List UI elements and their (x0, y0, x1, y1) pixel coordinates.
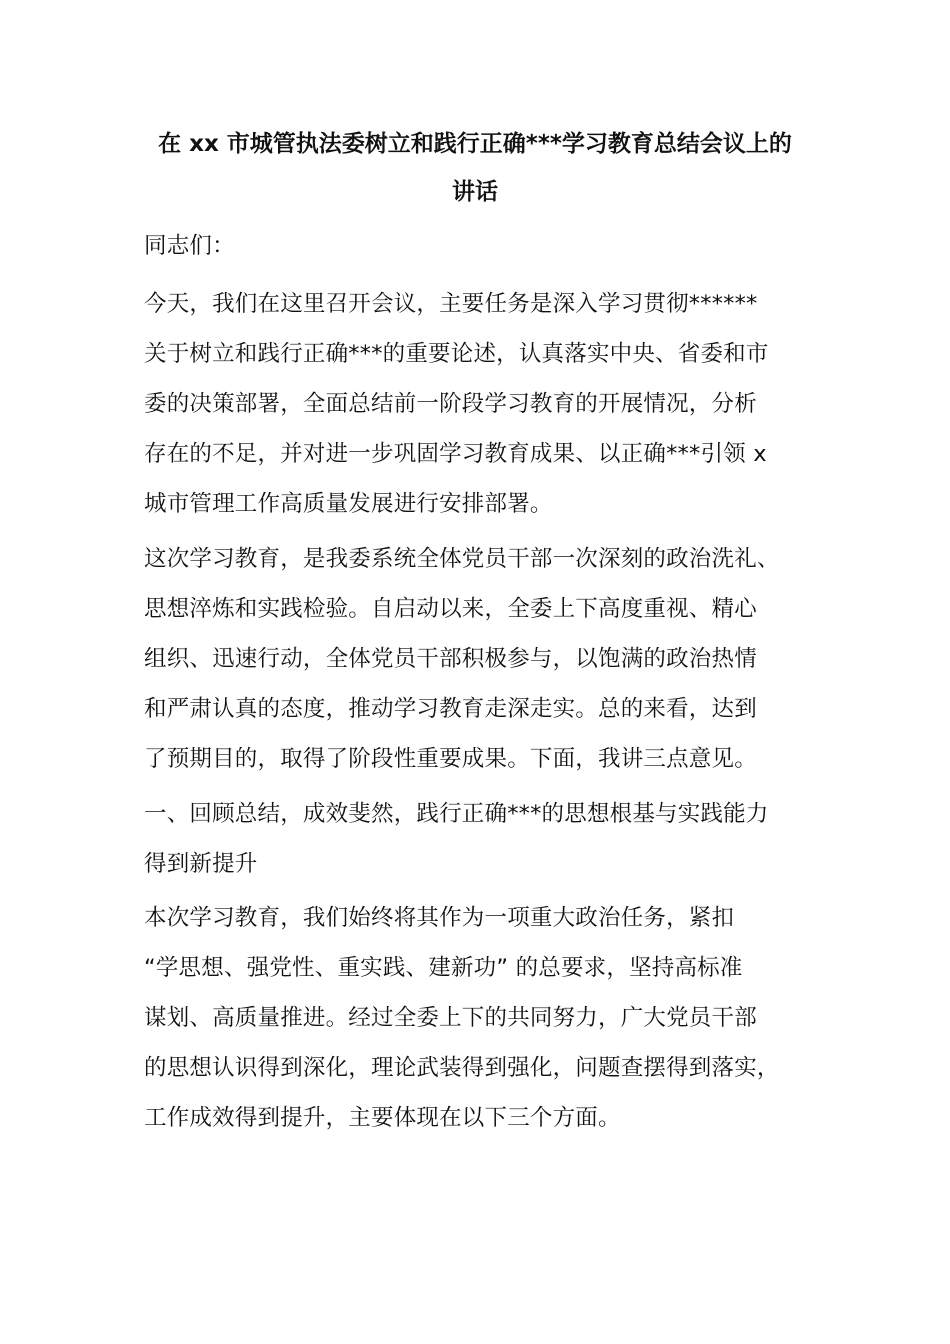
section-heading-1 (144, 789, 808, 889)
paragraph-line: “学思想、强党性、重实践、建新功” 的总要求，坚持高标准 (144, 955, 743, 981)
document-title (140, 120, 810, 216)
paragraph-line: 委的决策部署，全面总结前一阶段学习教育的开展情况，分析 (144, 391, 757, 417)
paragraph-line: 谋划、高质量推进。经过全委上下的共同努力，广大党员干部 (144, 1005, 757, 1031)
heading-line: 得到新提升 (144, 851, 258, 877)
paragraph-line: 工作成效得到提升，主要体现在以下三个方面。 (144, 1105, 621, 1131)
paragraph-line: 本次学习教育，我们始终将其作为一项重大政治任务，紧扣 (144, 905, 735, 931)
paragraph-section-1-intro (144, 893, 808, 1143)
paragraph-line: 和严肃认真的态度，推动学习教育走深走实。总的来看，达到 (144, 696, 757, 722)
paragraph-line: 了预期目的，取得了阶段性重要成果。下面，我讲三点意见。 (144, 746, 757, 772)
heading-line: 一、回顾总结，成效斐然，践行正确***的思想根基与实践能力 (144, 801, 769, 827)
paragraph-line: 的思想认识得到深化，理论武装得到强化，问题查摆得到落实， (144, 1055, 780, 1081)
paragraph-line: 思想淬炼和实践检验。自启动以来，全委上下高度重视、精心 (144, 596, 757, 622)
salutation-text: 同志们： (144, 233, 235, 259)
title-line-2: 讲话 (452, 179, 498, 205)
salutation (144, 221, 808, 271)
paragraph-line: 这次学习教育，是我委系统全体党员干部一次深刻的政治洗礼、 (144, 546, 780, 572)
paragraph-line: 今天，我们在这里召开会议，主要任务是深入学习贯彻****** (144, 291, 758, 317)
paragraph-opening (144, 279, 808, 529)
paragraph-line: 关于树立和践行正确***的重要论述，认真落实中央、省委和市 (144, 341, 769, 367)
paragraph-line: 存在的不足，并对进一步巩固学习教育成果、以正确***引领 x (144, 441, 767, 467)
paragraph-overview (144, 534, 808, 784)
title-line-1: 在 xx 市城管执法委树立和践行正确***学习教育总结会议上的 (158, 131, 792, 157)
paragraph-line: 城市管理工作高质量发展进行安排部署。 (144, 491, 553, 517)
paragraph-line: 组织、迅速行动，全体党员干部积极参与，以饱满的政治热情 (144, 646, 757, 672)
